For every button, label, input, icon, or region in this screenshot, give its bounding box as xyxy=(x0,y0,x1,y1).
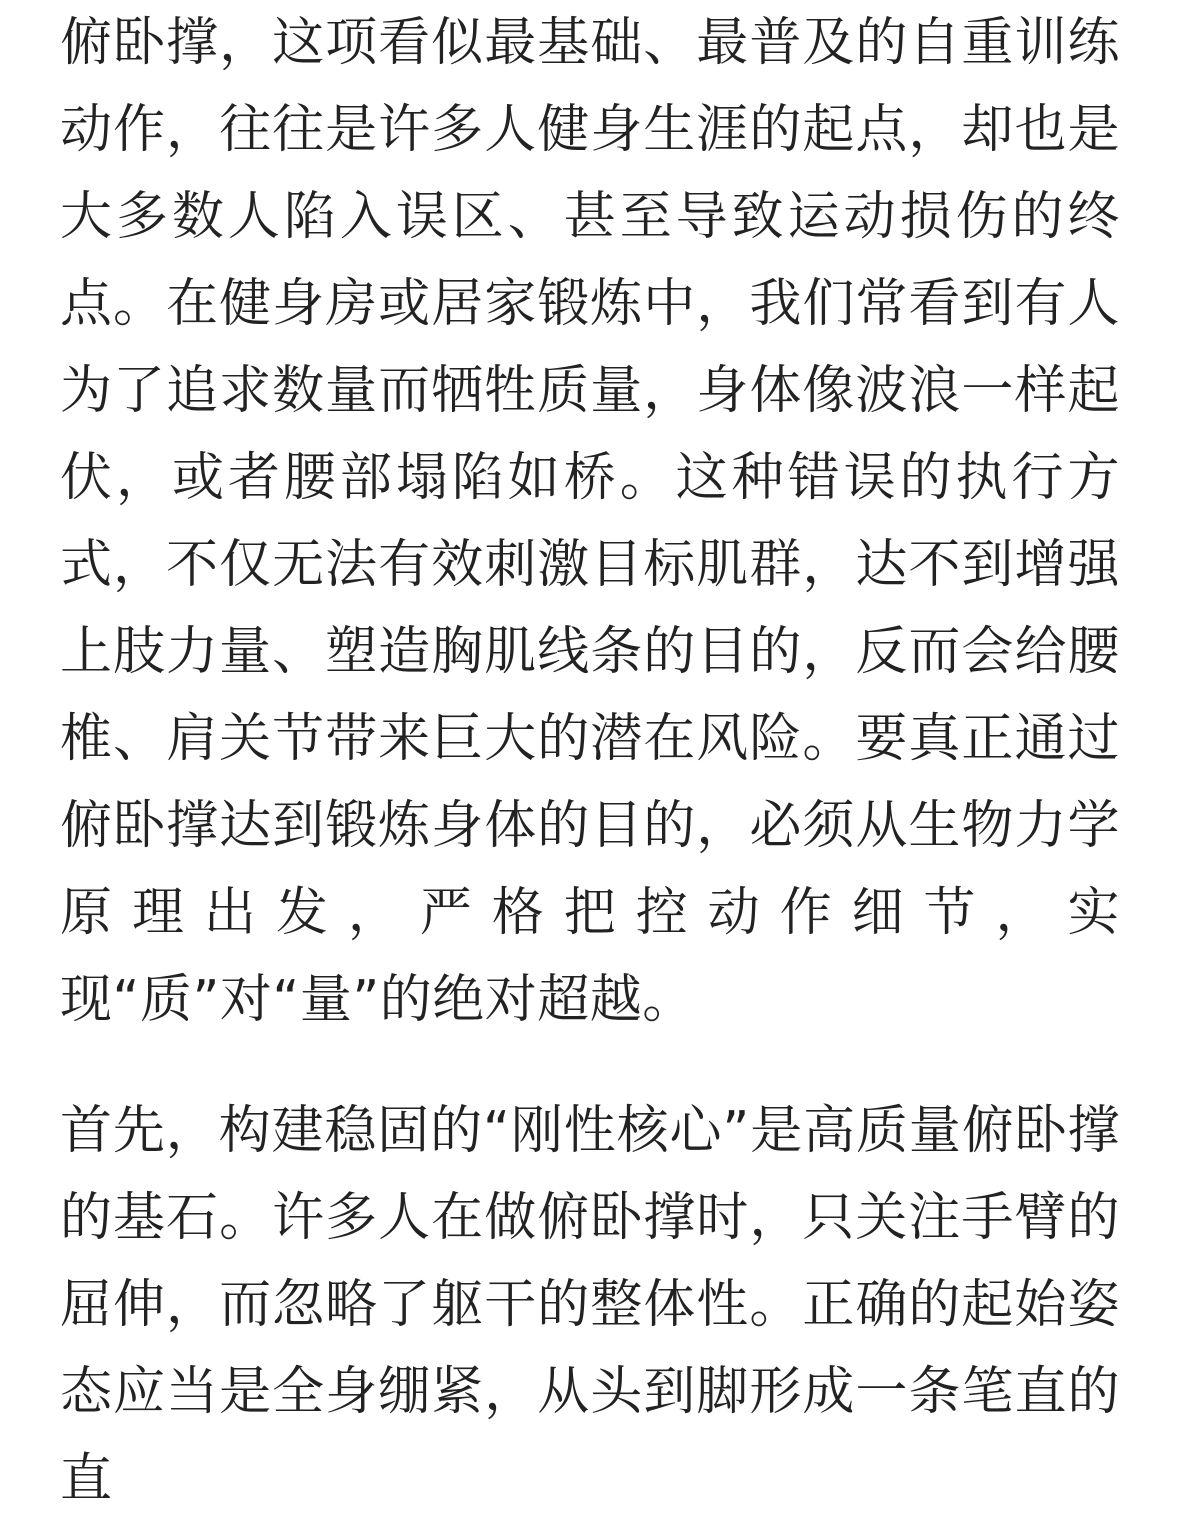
article-body xyxy=(60,0,1120,1523)
paragraph-1: 俯卧撑，这项看似最基础、最普及的自重训练动作，往往是许多人健身生涯的起点，却也是大多数人陷入误区、甚至导致运动损伤的终点。在健身房或居家锻炼中，我们常看到有人为了追求数量而牺牲质量，身体像波浪一样起伏，或者腰部塌陷如桥。这种错误的执行方式，不仅无法有效刺激目标肌群，达不到增强上肢力量、塑造胸肌线条的目的，反而会给腰椎、肩关节带来巨大的潜在风险。要真正通过俯卧撑达到锻炼身体的目的，必须从生物力学原理出发，严格把控动作细节，实现“质”对“量”的绝对超越。 xyxy=(60,13,1120,1030)
paragraph-2: 首先，构建稳固的“刚性核心”是高质量俯卧撑的基石。许多人在做俯卧撑时，只关注手臂的屈伸，而忽略了躯干的整体性。正确的起始姿态应当是全身绷紧，从头到脚形成一条笔直的直 xyxy=(60,1101,1120,1509)
